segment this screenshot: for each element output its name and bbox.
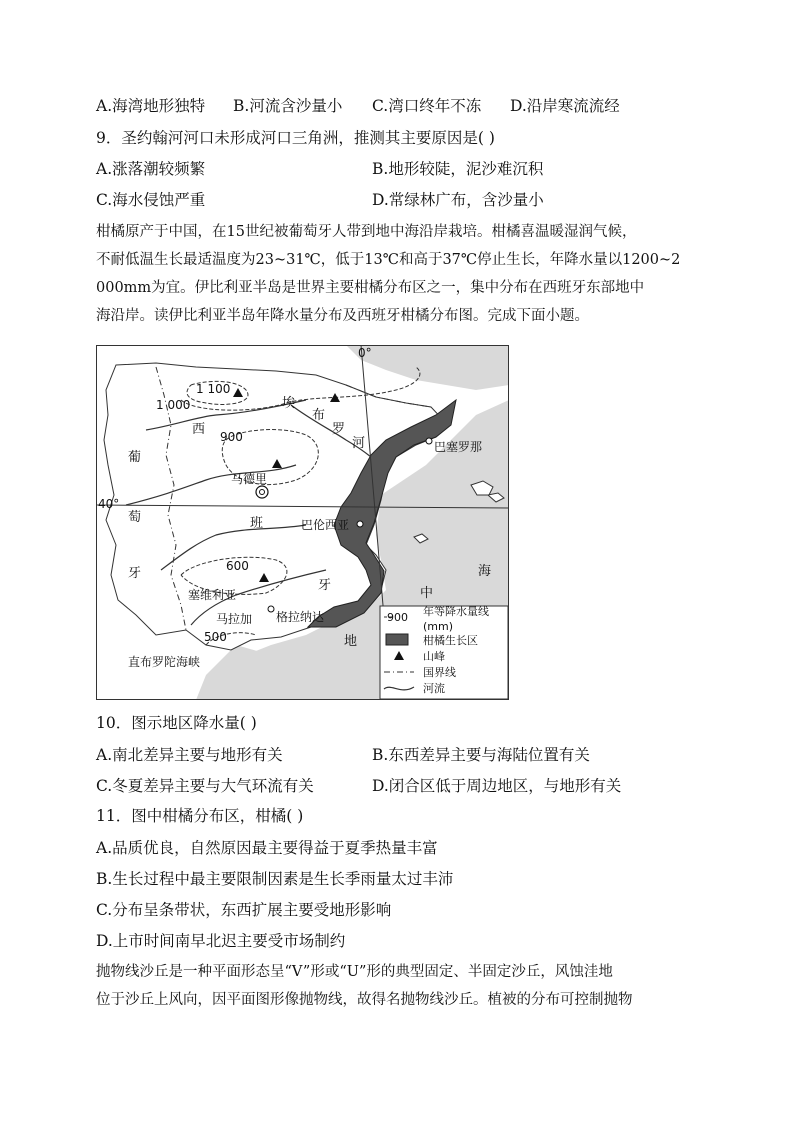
passage-citrus-line-3: 000mm为宜。伊比利亚半岛是世界主要柑橘分布区之一，集中分布在西班牙东部地中	[96, 280, 645, 296]
label-ebro-4: 河	[352, 436, 366, 451]
q10-stem: 10．图示地区降水量( )	[96, 714, 257, 732]
q11-option-c: C.分布呈条带状，东西扩展主要受地形影响	[96, 901, 392, 919]
passage-citrus-line-4: 海沿岸。读伊比利亚半岛年降水量分布及西班牙柑橘分布图。完成下面小题。	[96, 308, 589, 324]
label-valencia: 巴伦西亚	[301, 518, 350, 532]
capital-symbol-madrid-inner	[260, 490, 265, 495]
label-sea-2: 中	[420, 586, 434, 601]
city-dot-barcelona	[426, 438, 432, 444]
q9-stem: 9．圣约翰河河口未形成河口三角洲，推测其主要原因是( )	[96, 129, 495, 147]
q10-option-a: A.南北差异主要与地形有关	[96, 746, 283, 764]
label-spain-1: 西	[192, 422, 206, 437]
q11-option-b: B.生长过程中最主要限制因素是生长季雨量太过丰沛	[96, 870, 454, 888]
passage-citrus	[96, 218, 698, 330]
q8-option-c: C.湾口终年不冻	[372, 97, 482, 115]
q8-option-a: A.海湾地形独特	[96, 97, 206, 115]
isoline-1100-label: 1 100	[196, 382, 231, 396]
legend-border: 国界线	[423, 666, 456, 679]
lon-0-label: 0°	[358, 346, 372, 360]
lat-40-label: 40°	[98, 497, 120, 511]
label-madrid: 马德里	[231, 472, 268, 486]
legend-peak: 山峰	[423, 650, 445, 663]
isoline-500-label: 500	[204, 630, 227, 644]
q9-option-c: C.海水侵蚀严重	[96, 191, 206, 209]
isoline-1000-label: 1 000	[156, 398, 191, 412]
legend-river: 河流	[423, 682, 445, 695]
q9-option-a: A.涨落潮较频繁	[96, 160, 206, 178]
city-dot-granada	[268, 606, 274, 612]
label-malaga: 马拉加	[216, 612, 253, 626]
label-barcelona: 巴塞罗那	[434, 440, 483, 454]
label-granada: 格拉纳达	[276, 610, 325, 624]
isoline-900-label: 900	[220, 430, 243, 444]
q11-stem: 11．图中柑橘分布区，柑橘( )	[96, 807, 304, 825]
passage-dune	[96, 958, 698, 1014]
label-spain-2: 班	[250, 516, 264, 531]
q8-option-b: B.河流含沙量小	[233, 97, 343, 115]
passage-citrus-line-2: 不耐低温生长最适温度为23~31℃，低于13℃和高于37℃停止生长，年降水量以1200~2	[96, 252, 681, 268]
passage-dune-line-2: 位于沙丘上风向，因平面图形像抛物线，故得名抛物线沙丘。植被的分布可控制抛物	[96, 992, 633, 1008]
q11-option-d: D.上市时间南早北迟主要受市场制约	[96, 932, 346, 950]
legend-isoline-unit: (mm)	[423, 620, 454, 633]
q8-option-d: D.沿岸寒流流经	[510, 97, 620, 115]
isoline-600-label: 600	[226, 559, 249, 573]
label-portugal-2: 萄	[128, 510, 142, 525]
q9-option-d: D.常绿林广布，含沙量小	[372, 191, 544, 209]
map-legend	[380, 604, 508, 699]
q9-option-b: B.地形较陡，泥沙难沉积	[372, 160, 544, 178]
label-ebro-2: 布	[312, 408, 326, 423]
q11-option-a: A.品质优良，自然原因最主要得益于夏季热量丰富	[96, 839, 438, 857]
label-seville: 塞维利亚	[188, 588, 237, 602]
label-portugal-1: 葡	[128, 450, 142, 465]
iberia-precipitation-citrus-map	[96, 345, 509, 700]
q10-option-d: D.闭合区低于周边地区，与地形有关	[372, 777, 622, 795]
passage-citrus-line-1: 柑橘原产于中国，在15世纪被葡萄牙人带到地中海沿岸栽培。柑橘喜温暖湿润气候，	[96, 224, 637, 240]
passage-dune-line-1: 抛物线沙丘是一种平面形态呈“V”形或“U”形的典型固定、半固定沙丘，风蚀洼地	[96, 964, 613, 980]
label-spain-3: 牙	[318, 578, 332, 593]
q10-option-b: B.东西差异主要与海陆位置有关	[372, 746, 590, 764]
label-sea-1: 地	[344, 634, 358, 649]
label-ebro-3: 罗	[332, 422, 346, 437]
city-dot-valencia	[357, 521, 363, 527]
label-gibraltar: 直布罗陀海峡	[128, 655, 201, 669]
legend-isoline-value: 900	[387, 611, 408, 624]
label-ebro-1: 埃	[282, 396, 296, 411]
label-portugal-3: 牙	[128, 566, 142, 581]
legend-isoline-label: 年等降水量线	[423, 605, 489, 618]
legend-citrus: 柑橘生长区	[423, 634, 478, 647]
legend-citrus-swatch	[386, 634, 408, 645]
label-sea-3: 海	[478, 564, 492, 579]
q10-option-c: C.冬夏差异主要与大气环流有关	[96, 777, 314, 795]
